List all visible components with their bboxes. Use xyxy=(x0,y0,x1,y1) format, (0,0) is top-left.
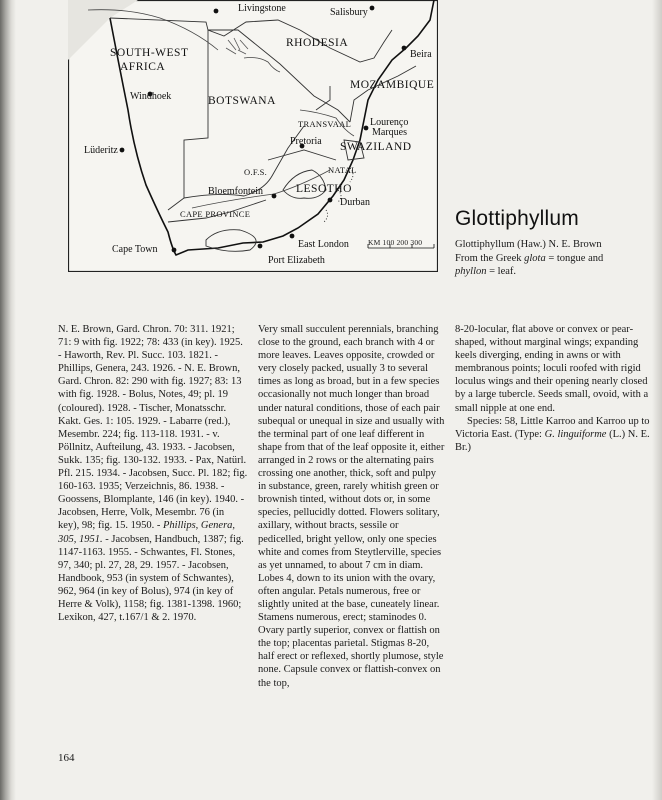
country-swa-label-1: SOUTH-WEST xyxy=(110,47,189,59)
region-ofs-label: O.F.S. xyxy=(244,167,268,177)
dot-salisbury xyxy=(370,6,375,11)
description-continued-paragraph: 8-20-locular, flat above or convex or pear-shaped, without marginal wings; expanding keels diverging, ending in awns or with membranous points; loculi roofed with rigid loculus wings and their opening nearly closed by a large tubercle. Seeds small, ovoid, with a small nipple at one end. xyxy=(455,324,649,414)
country-lesotho-label: LESOTHO xyxy=(296,183,352,195)
genus-intro xyxy=(455,238,655,279)
references-text-a: N. E. Brown, Gard. Chron. 70: 311. 1921; 71: 9 with fig. 1922; 78: 433 (in key). 1925. - Haworth, Rev. Pl. Succ. 103. 1821. - Phillips, Genera, 243. 1926. - N. E. Brown, Gard. Chron. 82: 290 with fig. 1927; 83: 13 with fig. 1928. - Bolus, Notes, 49; pl. 19 (coloured). 1928. - Tischer, Monatsschr. Kakt. Ges. 1: 105. 1929. - Labarre (red.), Mesembr. 224; fig. 113-118. 1931. - v. Pöllnitz, Aufteilung, 43. 1933. - Jacobsen, Sukk. 135; fig. 130-132. 1933. - Pax, Natürl. Pfl. 215. 1934. - Jacobsen, Succ. Pl. 182; fig. 160-163. 1935; Verzeichnis, 86. 1938. - Goossens, Blomplante, 146 (in key). 1940. - Jacobsen, Herre, Volk, Mesembr. 76 (in key), 98; fig. 15. 1950. - xyxy=(58,324,248,532)
city-pretoria-label: Pretoria xyxy=(290,136,322,147)
dot-luderitz xyxy=(120,148,125,153)
page-binding-edge xyxy=(0,0,16,800)
page-number: 164 xyxy=(58,752,75,764)
dot-cape-town xyxy=(172,248,177,253)
city-luderitz-label: Lüderitz xyxy=(84,145,118,156)
description-paragraph: Very small succulent perennials, branching close to the ground, each branch with 4 or more leaves. Leaves opposite, crowded or very closely packed, usually 3 to several times as long as broad, but in a few species occasionally not much longer than broad under natural conditions, those of each pair subequal or unequal in size and usually with the terminal part of one leaf different in shape from that of the leaf opposite it, either arranged in 2 rows or the alternating pairs crossing one another, thick, soft and pulpy in substance, green, rarely whitish green or brownish tinted, without dots or, in some species, pellucidly dotted. Flowers solitary, axillary, without bracts, sessile or pedicelled, bright yellow, only one species white and comes from Steytlerville, species as yet unnamed, to about 7 cm in diam. Lobes 4, down to its union with the ovary, often angular. Petals numerous, free or slightly united at the base, cuneately linear. Stamens numerous, erect; staminodes 0. Ovary partly superior, convex or flattish on the top; placentas parietal. Stigmas 8-20, half erect or reflexed, shortly plumose, style none. Capsule convex or flattish-convex on the top, xyxy=(258,324,445,689)
city-marques-label: Marques xyxy=(372,127,407,138)
city-salisbury-label: Salisbury xyxy=(330,7,368,18)
references-column xyxy=(58,323,248,624)
city-cape-town-label: Cape Town xyxy=(112,244,158,255)
intro-etymology-line-1 xyxy=(455,252,655,266)
etymology-suffix-2: = leaf. xyxy=(486,266,517,277)
city-port-elizabeth-label: Port Elizabeth xyxy=(268,255,325,266)
intro-etymology-line-2 xyxy=(455,265,655,279)
dot-bloemfontein xyxy=(272,194,277,199)
etymology-word-glota: glota xyxy=(524,252,546,264)
dot-east-london xyxy=(290,234,295,239)
genus-title: Glottiphyllum xyxy=(455,207,579,230)
etymology-word-phyllon: phyllon xyxy=(455,266,487,277)
dot-durban xyxy=(328,198,333,203)
description-column xyxy=(258,323,446,690)
city-beira-label: Beira xyxy=(410,49,432,60)
etymology-suffix: = tongue and xyxy=(545,252,604,264)
southern-africa-map xyxy=(68,0,438,272)
city-windhoek-label: Windhoek xyxy=(130,91,172,102)
map-scale-label: KM 100 200 300 xyxy=(368,238,423,247)
city-east-london-label: East London xyxy=(298,239,349,250)
references-paragraph xyxy=(58,323,248,624)
city-lourenco-label: Lourenço xyxy=(370,117,409,128)
species-text-end: (L.) N. E. Br.) xyxy=(455,428,650,453)
species-type-name: G. linguiforme xyxy=(544,428,607,440)
country-botswana-label: BOTSWANA xyxy=(208,95,276,107)
country-mozambique-label: MOZAMBIQUE xyxy=(350,79,435,91)
city-livingstone-label: Livingstone xyxy=(238,3,286,14)
region-cape-province-label: CAPE PROVINCE xyxy=(180,209,251,219)
references-italic: Phillips, Genera, 305, 1951. xyxy=(58,520,236,545)
references-text-b: - Jacobsen, Handbuch, 1387; fig. 1147-1163. 1955. - Schwantes, Fl. Stones, 97, 340; pl. 27, 28, 29. 1957. - Jacobsen, Handbook, 953 (in system of Schwantes), 962, 964 (in key of Bolus), 974 (in key of Herre & Volk), 1158; fig. 1381-1398. 1960; Lexikon, 427, t.167/1 & 2. 1970. xyxy=(58,533,244,624)
intro-authority: Glottiphyllum (Haw.) N. E. Brown xyxy=(455,239,602,250)
city-durban-label: Durban xyxy=(340,197,370,208)
description-continued-column xyxy=(455,323,657,454)
country-swaziland-label: SWAZILAND xyxy=(340,141,412,153)
species-paragraph xyxy=(455,415,657,454)
region-natal-label: NATAL xyxy=(328,165,357,175)
dot-livingstone xyxy=(214,9,219,14)
etymology-prefix: From the Greek xyxy=(455,252,525,264)
country-rhodesia-label: RHODESIA xyxy=(286,37,349,49)
city-bloemfontein-label: Bloemfontein xyxy=(208,186,263,197)
dot-lourenco xyxy=(364,126,369,131)
dot-port-elizabeth xyxy=(258,244,263,249)
region-transvaal-label: TRANSVAAL xyxy=(298,119,352,129)
species-text: Species: 58, Little Karroo and Karroo up to Victoria East. (Type: xyxy=(455,415,650,440)
dot-beira xyxy=(402,46,407,51)
country-swa-label-2: AFRICA xyxy=(120,61,166,73)
